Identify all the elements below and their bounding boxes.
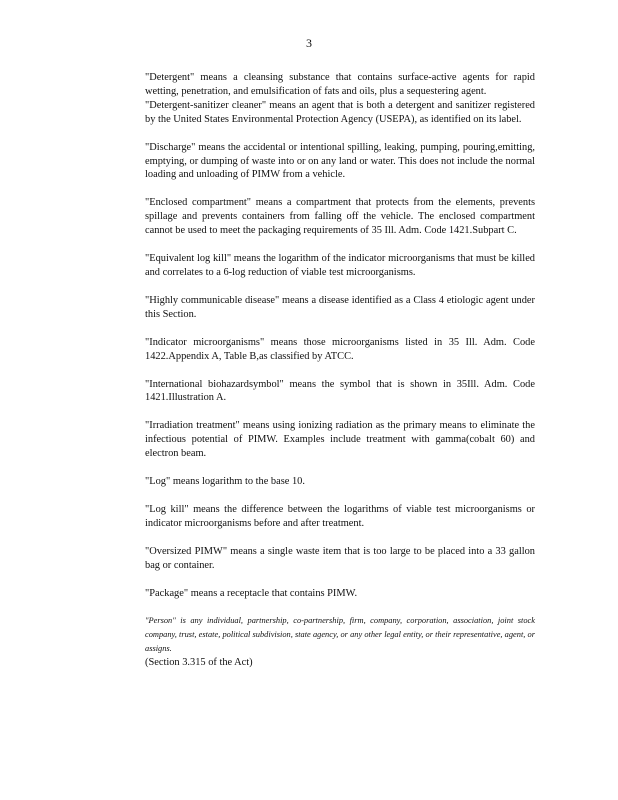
definitions-list — [145, 71, 535, 683]
definition-oversized-pimw: "Oversized PIMW" means a single waste item that is too large to be placed into a 33 gallon bag or container. — [145, 545, 535, 571]
definition-person-text: "Person" is any individual, partnership, co-partnership, firm, company, corporation, association, joint stock company, trust, estate, political subdivision, state agency, or any other legal entity, or their representative, agent, or assigns. — [145, 616, 535, 654]
statute-citation: (Section 3.315 of the Act) — [145, 657, 253, 669]
definition-package: "Package" means a receptacle that contains PIMW. — [145, 587, 358, 599]
page-number: 3 — [306, 36, 312, 50]
definition-person — [145, 614, 535, 669]
definition-log: "Log" means logarithm to the base 10. — [145, 476, 305, 488]
definition-log-kill: "Log kill" means the difference between the logarithms of viable test microorganisms or indicator microorganisms before and after treatment. — [145, 503, 535, 529]
definition-equivalent-log-kill: "Equivalent log kill" means the logarithm of the indicator microorganisms that must be killed and correlates to a 6-log reduction of viable test microorganisms. — [145, 253, 535, 278]
definition-detergent: "Detergent" means a cleansing substance that contains surface-active agents for rapid wetting, penetration, and emulsification of fats and oils, plus a sequestering agent. — [145, 72, 535, 97]
definition-international-biohazard-symbol: "International biohazardsymbol" means the symbol that is shown in 35Ill. Adm. Code 1421.Illustration A. — [145, 378, 535, 404]
definition-detergent-sanitizer-cleaner: "Detergent-sanitizer cleaner" means an agent that is both a detergent and sanitizer registered by the United States Environmental Protection Agency (USEPA), as identified on its label. — [145, 99, 535, 125]
definition-indicator-microorganisms: "Indicator microorganisms" means those microorganisms listed in 35 Ill. Adm. Code 1422.Appendix A, Table B,as classified by ATCC. — [145, 336, 535, 362]
definition-enclosed-compartment: "Enclosed compartment" means a compartment that protects from the elements, prevents spillage and prevents containers from falling off the vehicle. The enclosed compartment cannot be used to meet the packaging requirements of 35 Ill. Adm. Code 1421.Subpart C. — [145, 197, 535, 237]
definition-discharge: "Discharge" means the accidental or intentional spilling, leaking, pumping, pouring,emitting, emptying, or dumping of waste into or on any land or water. This does not include the normal loading and unloading of PIMW from a vehicle. — [145, 141, 535, 181]
definition-irradiation-treatment: "Irradiation treatment" means using ionizing radiation as the primary means to eliminate the infectious potential of PIMW. Examples include treatment with gamma(cobalt 60) and electron beam. — [145, 420, 535, 460]
definition-highly-communicable-disease: "Highly communicable disease" means a disease identified as a Class 4 etiologic agent under this Section. — [145, 294, 535, 320]
